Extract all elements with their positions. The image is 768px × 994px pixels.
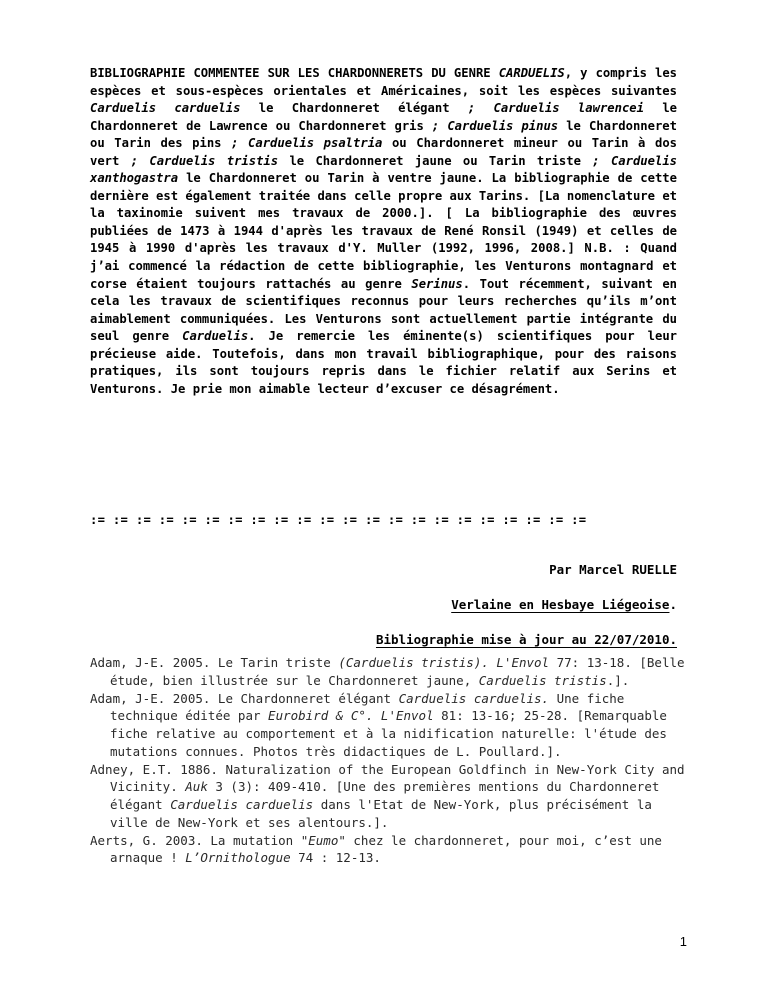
intro-text: le Chardonneret jaune ou Tarin triste [278, 153, 593, 168]
place-name: Verlaine en Hesbaye Liégeoise [451, 597, 670, 612]
intro-text: . Je remercie les éminente(s) scientifiques pour leur précieuse aide. Toutefois, dans mon travail bibliographique, pour des raisons pratiques, ils sont toujours repris dans le fichier relatif aux Serins et Venturons. Je prie mon aimable lecteur d’excuser ce désagrément. [90, 329, 677, 396]
bibliography-entry [90, 690, 690, 761]
entry-text: Aerts, G. 2003. La mutation " [90, 832, 309, 848]
entry-text: .]. [606, 672, 630, 688]
intro-text: BIBLIOGRAPHIE COMMENTEE SUR LES CHARDONNERETS DU GENRE [90, 66, 499, 80]
species-name: ; Carduelis lawrencei [467, 101, 644, 116]
entry-text: 81: 13-16; 25-28. [Remarquable fiche relative au comportement et à la nidification naturelle: l'étude des mutations connues. Photos très didactiques de L. Poullard.]. [110, 708, 667, 759]
intro-text: le Chardonneret élégant [240, 101, 468, 116]
author-line: Par Marcel RUELLE [549, 562, 677, 577]
intro-text: . Tout récemment, suivant en cela les travaux de scientifiques reconnus pour leurs recherches qu’ils m’ont aimablement communiquées. Les Venturons sont actuellement partie intégrante du seul genre [90, 276, 677, 344]
entry-italic: Carduelis tristis [478, 672, 607, 688]
separator-line: := := := := := := := := := := := := := := := := := := := := := := [90, 513, 587, 527]
entry-italic: Eumo [308, 832, 339, 848]
intro-paragraph [90, 65, 677, 398]
species-name: ; Carduelis xanthogastra [90, 153, 677, 186]
entry-text: Adam, J-E. 2005. Le Tarin triste [90, 655, 339, 670]
entry-text: Une fiche technique éditée par [110, 690, 625, 724]
species-name: ; Carduelis pinus [431, 118, 559, 133]
genus-name: Carduelis [182, 329, 249, 344]
intro-text: ou Chardonneret mineur ou Tarin à dos vert [90, 136, 678, 168]
entry-text: 77: 13-18. [Belle étude, bien illustrée sur le Chardonneret jaune, [110, 655, 685, 688]
entry-text: 3 (3): 409-410. [Une des premières mentions du Chardonneret élégant [110, 779, 660, 812]
entry-italic: Eurobird & C°. L'Envol [268, 708, 434, 724]
species-name: ; Carduelis psaltria [231, 136, 383, 151]
genus-name: Serinus [411, 276, 463, 291]
entry-italic: Auk [185, 779, 208, 795]
entry-italic: Carduelis carduelis. [398, 690, 550, 706]
entry-text: 74 : 12-13. [290, 850, 381, 866]
bibliography-entry [90, 654, 690, 690]
entry-text: Adney, E.T. 1886. Naturalization of the European Goldfinch in New-York City and Vicinity. [90, 761, 685, 795]
species-name: Carduelis carduelis [90, 101, 241, 116]
bibliography-entry [90, 761, 690, 832]
entry-italic: (Carduelis tristis). L'Envol [338, 655, 550, 670]
bibliography-entry [90, 832, 690, 868]
intro-text: , y compris les espèces et sous-espèces orientales et Américaines, soit les espèces suivantes [90, 66, 678, 98]
intro-text: le Chardonneret ou Tarin des pins [90, 118, 677, 151]
entry-italic: L’Ornithologue [185, 850, 291, 866]
entry-text: dans l'Etat de New-York, plus précisément la ville de New-York et ses alentours.]. [110, 797, 652, 830]
place-line [451, 597, 677, 612]
bibliography-list [90, 654, 690, 867]
intro-text: le Chardonneret ou Tarin à ventre jaune. La bibliographie de cette dernière est également traitée dans celle propre aux Tarins. [La nomenclature et la taxinomie suivent mes travaux de 2000.]. [ La bibliographie des œuvres publiées de 1473 à 1944 d'après les travaux de René Ronsil (1949) et celles de 1945 à 1990 d'après les travaux d'Y. Muller (1992, 1996, 2008.] N.B. : Quand j’ai commencé la rédaction de cette bibliographie, les Venturons montagnard et corse étaient toujours rattachés au genre [90, 171, 677, 291]
intro-text: le Chardonneret de Lawrence ou Chardonneret gris [90, 101, 678, 133]
genus-name: CARDUELIS [498, 66, 565, 80]
entry-italic: Carduelis carduelis [170, 797, 314, 812]
place-period: . [669, 597, 677, 612]
update-date-line: Bibliographie mise à jour au 22/07/2010. [375, 632, 677, 647]
entry-text: " chez le chardonneret, pour moi, c’est une arnaque ! [110, 832, 662, 866]
page-number: 1 [679, 934, 687, 949]
entry-text: Adam, J-E. 2005. Le Chardonneret élégant [90, 690, 399, 706]
species-name: ; Carduelis tristis [130, 153, 279, 168]
